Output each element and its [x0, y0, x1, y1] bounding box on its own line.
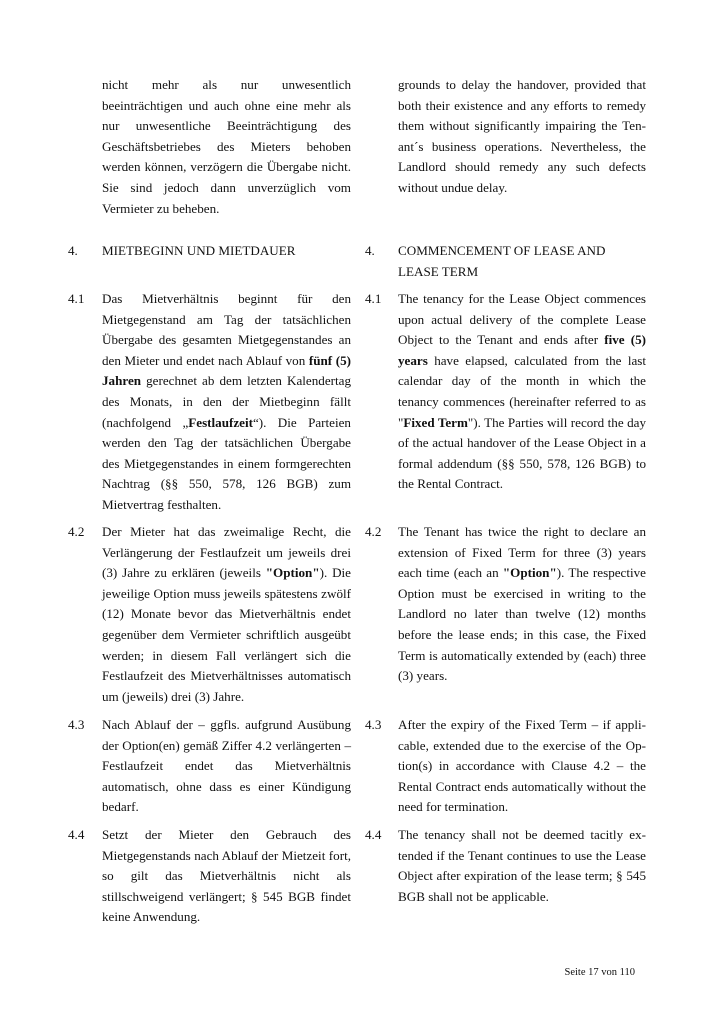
section-4-title-german: MIETBEGINN UND MIETDAUER [102, 243, 296, 258]
clause-4-1-english-text: The tenancy for the Lease Object commences upon actual delivery of the complete Lease Object to the Tenant and ends after five (5) years have elapsed, calculated from the last calendar day of the month in which the tenancy commences (hereinafter referred to as "Fixed Term"). The Parties will record the day of the actual handover of the Lease Object in a formal addendum (§§ 550, 578, 126 BGB) to the Rental Contract. [398, 291, 646, 492]
clause-4-2-english-text: The Tenant has twice the right to declare an extension of Fixed Term for three (3) years each time (each an "Option"). The respective Option must be exercised in writing to the Landlord no later than twelve (12) months before the lease ends; in this case, the Fixed Term is automatically extended by (each) three (3) years. [398, 524, 646, 684]
clause-4-3-english-text: After the expiry of the Fixed Term – if applicable, extended due to the exercise of the Option(s) in accordance with Clause 4.2 – the Rental Contract ends automatically without the need for termination. [398, 717, 646, 815]
clause-4-4-number-english: 4.4 [365, 827, 382, 842]
section-4-number-german: 4. [68, 243, 78, 258]
clause-4-3-number-english: 4.3 [365, 717, 382, 732]
clause-4-2-number-german: 4.2 [68, 524, 85, 539]
section-4-title-english: COMMENCEMENT OF LEASE AND LEASE TERM [398, 243, 606, 279]
clause-4-4-german-text: Setzt der Mieter den Gebrauch des Mietgegenstands nach Ablauf der Mietzeit fort, so gilt das Mietverhältnis nicht als stillschweigend verlängert; § 545 BGB findet keine Anwendung. [102, 827, 351, 925]
page-number: Seite 17 von 110 [564, 967, 635, 978]
section-4-number-english: 4. [365, 243, 375, 258]
clause-4-2-german-text: Der Mieter hat das zweimalige Recht, die Verlängerung der Festlaufzeit um jeweils drei (3) Jahre zu erklären (jeweils "Option"). Die jeweilige Option muss jeweils spätestens zwölf (12) Monate bevor das Mietverhältnis endet gegenüber dem Vermieter schriftlich ausgeübt werden; in diesem Fall verlängert sich die Festlaufzeit des Mietverhältnisses automatisch um (jeweils) drei (3) Jahre. [102, 524, 351, 704]
clause-4-3-number-german: 4.3 [68, 717, 85, 732]
clause-4-4-english-text: The tenancy shall not be deemed tacitly extended if the Tenant continues to use the Lease Object after expiration of the lease term; § 545 BGB shall not be applicable. [398, 827, 646, 904]
clause-4-1-number-english: 4.1 [365, 291, 382, 306]
clause-4-3-german-text: Nach Ablauf der – ggfls. aufgrund Ausübung der Option(en) gemäß Ziffer 4.2 verlängerten – Festlaufzeit endet das Mietverhältnis automatisch, ohne dass es einer Kündigung bedarf. [102, 717, 351, 815]
clause-4-1-german-text: Das Mietverhältnis beginnt für den Mietgegenstand am Tag der tatsächlichen Übergabe des gesamten Mietgegenstandes an den Mieter und endet nach Ablauf von fünf (5) Jahren gerechnet ab dem letzten Kalendertag des Monats, in den der Mietbeginn fällt (nachfolgend „Festlaufzeit“). Die Parteien werden den Tag der tatsächlichen Übergabe des Mietgegenstandes in einem formgerechten Nachtrag (§§ 550, 578, 126 BGB) zum Mietvertrag festhalten. [102, 291, 351, 512]
clause-4-1-number-german: 4.1 [68, 291, 85, 306]
clause-4-4-number-german: 4.4 [68, 827, 85, 842]
clause-4-2-number-english: 4.2 [365, 524, 382, 539]
intro-german-text: nicht mehr als nur unwesentlich beeinträchtigen und auch ohne eine mehr als nur unwesentliche Beeinträchtigung des Geschäftsbetriebes des Mieters behoben werden können, verzögern die Übergabe nicht. Sie sind jedoch dann unverzüglich vom Vermieter zu beheben. [102, 77, 351, 216]
intro-english-text: grounds to delay the handover, provided that both their existence and any efforts to remedy them without significantly impairing the Tenant´s business operations. Nevertheless, the Landlord should remedy any such defects without undue delay. [398, 77, 646, 195]
